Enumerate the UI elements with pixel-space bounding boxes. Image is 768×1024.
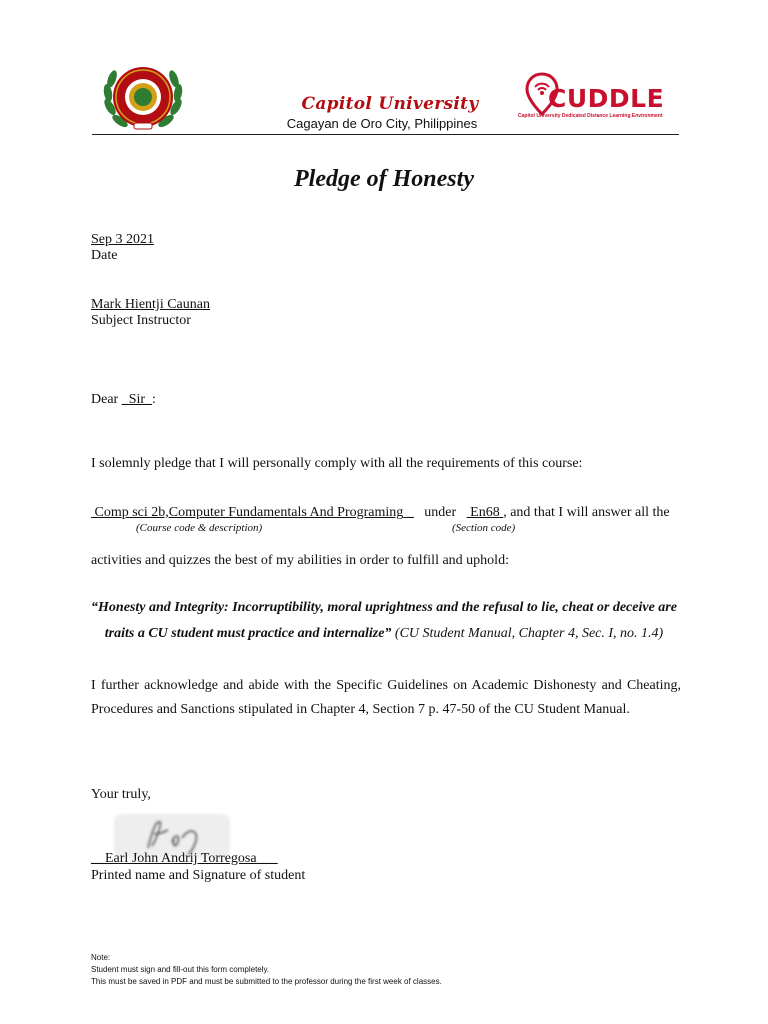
course-line-suffix: , and that I will answer all the xyxy=(503,505,670,520)
footer-note xyxy=(91,952,442,988)
salutation-value: Sir xyxy=(128,392,146,407)
university-location: Cagayan de Oro City, Philippines xyxy=(286,116,478,131)
quote-line-2 xyxy=(0,626,768,642)
activities-line: activities and quizzes the best of my abilities in order to fulfill and uphold: xyxy=(91,553,509,568)
note-line-2: This must be saved in PDF and must be submitted to the professor during the first week of classes. xyxy=(91,977,442,986)
quote-citation: (CU Student Manual, Chapter 4, Sec. I, no. 1.4) xyxy=(394,626,664,641)
note-line-1: Student must sign and fill-out this form completely. xyxy=(91,965,270,974)
salutation-blank-after: _ xyxy=(145,392,153,407)
section-caption: (Section code) xyxy=(452,522,516,534)
closing: Your truly, xyxy=(91,787,151,802)
instructor-name-field: Mark Hientji Caunan xyxy=(91,297,210,312)
cuddle-tagline: Capitol University Dedicated Distance Learning Environment xyxy=(518,113,663,119)
student-name-suffix: ___ xyxy=(256,851,278,866)
salutation-suffix: : xyxy=(152,392,156,407)
document-title: Pledge of Honesty xyxy=(294,166,474,192)
under-word: under xyxy=(424,505,457,520)
cuddle-wordmark: CUDDLE xyxy=(548,84,665,113)
acknowledgement-paragraph: I further acknowledge and abide with the Specific Guidelines on Academic Dishonesty and Cheating, Procedures and Sanctions stipulated in Chapter 4, Section 7 p. 47-50 of the CU Student Manual. xyxy=(91,678,681,717)
salutation xyxy=(91,392,156,408)
student-name: Earl John Andrij Torregosa xyxy=(105,851,257,866)
pledge-statement: I solemnly pledge that I will personally comply with all the requirements of this course: xyxy=(91,456,583,471)
student-name-prefix: __ xyxy=(91,851,105,866)
salutation-blank-before: _ xyxy=(121,392,129,407)
instructor-label: Subject Instructor xyxy=(91,313,191,328)
course-field: Comp sci 2b,Computer Fundamentals And Programing _ xyxy=(94,505,414,520)
course-line xyxy=(91,505,670,521)
section-field: En68 xyxy=(470,505,500,520)
note-heading: Note: xyxy=(91,953,111,962)
course-caption: (Course code & description) xyxy=(136,522,263,534)
university-name: Capitol University xyxy=(301,94,479,114)
date-label: Date xyxy=(91,248,118,263)
student-name-field xyxy=(91,851,278,867)
student-name-label: Printed name and Signature of student xyxy=(91,868,306,883)
header-divider xyxy=(92,134,679,135)
quote-line-1: “Honesty and Integrity: Incorruptibility, moral uprightness and the refusal to lie, cheat or deceive are xyxy=(91,600,677,615)
date-field: Sep 3 2021 xyxy=(91,232,154,247)
salutation-prefix: Dear xyxy=(91,392,122,407)
quote-line-2-text: traits a CU student must practice and internalize” xyxy=(104,626,392,641)
university-seal-icon xyxy=(100,55,186,141)
